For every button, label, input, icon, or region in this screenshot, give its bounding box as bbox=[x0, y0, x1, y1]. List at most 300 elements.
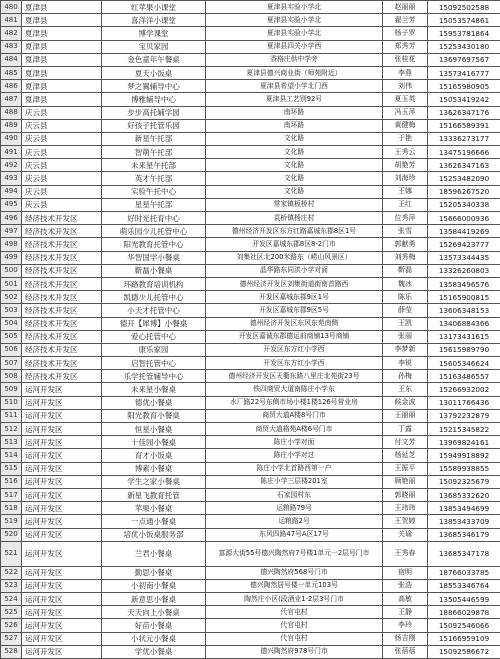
row-number-cell: 501 bbox=[1, 277, 22, 290]
contact-person-cell: 王秀云 bbox=[383, 146, 428, 159]
contact-person-cell: 杨子罗 bbox=[383, 27, 428, 40]
row-number-cell: 518 bbox=[1, 502, 22, 515]
phone-cell: 15605346624 bbox=[428, 357, 500, 370]
table-row bbox=[1, 383, 500, 396]
table-row bbox=[1, 579, 500, 592]
contact-person-cell: 高敏 bbox=[383, 593, 428, 606]
row-number-cell: 498 bbox=[1, 238, 22, 251]
contact-person-cell: 王红 bbox=[383, 198, 428, 211]
table-row bbox=[1, 632, 500, 645]
institution-name-cell: 红苹果小课堂 bbox=[102, 1, 206, 14]
county-cell: 经济技术开发区 bbox=[22, 370, 102, 383]
contact-person-cell: 郭献勇 bbox=[383, 238, 428, 251]
row-number-cell: 506 bbox=[1, 343, 22, 356]
table-row bbox=[1, 606, 500, 619]
phone-cell: 13573344435 bbox=[428, 251, 500, 264]
address-cell: 德兴陶然居号楼一单元103号 bbox=[206, 579, 383, 592]
table-row bbox=[1, 343, 500, 356]
contact-person-cell: 张浩 bbox=[383, 579, 428, 592]
county-cell: 运河开发区 bbox=[22, 541, 102, 566]
row-number-cell: 516 bbox=[1, 475, 22, 488]
contact-person-cell: 李燕 bbox=[383, 66, 428, 79]
institution-name-cell: 英才午托部 bbox=[102, 172, 206, 185]
address-cell: 开发区嘉城东郡9区5号 bbox=[206, 304, 383, 317]
county-cell: 庆云县 bbox=[22, 198, 102, 211]
table-row bbox=[1, 159, 500, 172]
institution-name-cell: 天天向上小餐桌 bbox=[102, 606, 206, 619]
phone-cell: 15205340338 bbox=[428, 198, 500, 211]
county-cell: 经济技术开发区 bbox=[22, 291, 102, 304]
phone-cell: 13606348153 bbox=[428, 304, 500, 317]
county-cell: 庆云县 bbox=[22, 106, 102, 119]
institution-name-cell: 金色童年午餐桌 bbox=[102, 53, 206, 66]
contact-person-cell: 杨延芝 bbox=[383, 449, 428, 462]
contact-person-cell: 夏玉英 bbox=[383, 93, 428, 106]
contact-person-cell: 李梦新 bbox=[383, 343, 428, 356]
institution-name-cell: 学优小餐桌 bbox=[102, 645, 206, 658]
table-row bbox=[1, 330, 500, 343]
institution-name-cell: 未来星午托部 bbox=[102, 159, 206, 172]
county-cell: 经济技术开发区 bbox=[22, 304, 102, 317]
institution-name-cell: 靳磊小餐桌 bbox=[102, 264, 206, 277]
row-number-cell: 500 bbox=[1, 264, 22, 277]
county-cell: 经济技术开发区 bbox=[22, 330, 102, 343]
row-number-cell: 488 bbox=[1, 106, 22, 119]
contact-person-cell: 郑秀芳 bbox=[383, 40, 428, 53]
institution-name-cell: 环路教育培训机构 bbox=[102, 277, 206, 290]
row-number-cell: 508 bbox=[1, 370, 22, 383]
institution-name-cell: 育才小饭桌 bbox=[102, 449, 206, 462]
table-row bbox=[1, 409, 500, 422]
table-row bbox=[1, 40, 500, 53]
phone-cell: 15949918892 bbox=[428, 449, 500, 462]
table-row bbox=[1, 449, 500, 462]
county-cell: 庆云县 bbox=[22, 185, 102, 198]
contact-person-cell: 张丽 bbox=[383, 330, 428, 343]
contact-person-cell: 张桂花 bbox=[383, 53, 428, 66]
row-number-cell: 491 bbox=[1, 146, 22, 159]
row-number-cell: 487 bbox=[1, 93, 22, 106]
phone-cell: 15165900815 bbox=[428, 291, 500, 304]
row-number-cell: 517 bbox=[1, 488, 22, 501]
address-cell: 陶然庄小区(段酒业1-2层3号门市 bbox=[206, 593, 383, 606]
institution-name-cell: 星星午托部 bbox=[102, 198, 206, 211]
row-number-cell: 526 bbox=[1, 619, 22, 632]
row-number-cell: 486 bbox=[1, 80, 22, 93]
address-cell: 刘集社区北200米路东（崂山风景区） bbox=[206, 251, 383, 264]
county-cell: 庆云县 bbox=[22, 132, 102, 145]
contact-person-cell: 位秀萍 bbox=[383, 212, 428, 225]
row-number-cell: 513 bbox=[1, 436, 22, 449]
phone-cell: 13406884366 bbox=[428, 317, 500, 330]
table-row bbox=[1, 488, 500, 501]
contact-person-cell: 刘海珍 bbox=[383, 172, 428, 185]
address-cell: 德兴陶然府978号门市 bbox=[206, 645, 383, 658]
institution-name-cell: 恒星小餐桌 bbox=[102, 423, 206, 436]
address-cell: 文化路 bbox=[206, 185, 383, 198]
table-row bbox=[1, 238, 500, 251]
address-cell: 运粮路2号 bbox=[206, 515, 383, 528]
table-row bbox=[1, 423, 500, 436]
table-row bbox=[1, 475, 500, 488]
contact-person-cell: 付文芳 bbox=[383, 436, 428, 449]
table-row bbox=[1, 396, 500, 409]
row-number-cell: 481 bbox=[1, 14, 22, 27]
phone-cell: 13336273177 bbox=[428, 132, 500, 145]
address-cell: 开发区东方红小学西 bbox=[206, 357, 383, 370]
phone-cell: 13011766436 bbox=[428, 396, 500, 409]
table-row bbox=[1, 1, 500, 14]
institution-name-cell: 阳光教育小餐桌 bbox=[102, 409, 206, 422]
institution-name-cell: 小天才托管中心 bbox=[102, 304, 206, 317]
phone-cell: 15953781864 bbox=[428, 27, 500, 40]
address-cell: 陈庄小学对过 bbox=[206, 449, 383, 462]
county-cell: 运河开发区 bbox=[22, 423, 102, 436]
contact-person-cell: 张雪 bbox=[383, 225, 428, 238]
contact-person-cell: 顾艳丽 bbox=[383, 475, 428, 488]
institution-name-cell: 好孩子托管乐园 bbox=[102, 119, 206, 132]
county-cell: 夏津县 bbox=[22, 66, 102, 79]
institution-name-cell: 勤思小餐桌 bbox=[102, 566, 206, 579]
county-cell: 运河开发区 bbox=[22, 619, 102, 632]
table-row bbox=[1, 566, 500, 579]
row-number-cell: 528 bbox=[1, 645, 22, 658]
row-number-cell: 525 bbox=[1, 606, 22, 619]
contact-person-cell: 王玮玮 bbox=[383, 502, 428, 515]
address-cell: 夏津县德兴商业街（师苑附近） bbox=[206, 66, 383, 79]
contact-person-cell: 王东 bbox=[383, 383, 428, 396]
county-cell: 运河开发区 bbox=[22, 579, 102, 592]
contact-person-cell: 候金波 bbox=[383, 396, 428, 409]
county-cell: 运河开发区 bbox=[22, 606, 102, 619]
contact-person-cell: 王凯 bbox=[383, 317, 428, 330]
institution-name-cell: 德开【犀博】小餐桌 bbox=[102, 317, 206, 330]
address-cell: 晶华路东同洪小学对面 bbox=[206, 264, 383, 277]
row-number-cell: 484 bbox=[1, 53, 22, 66]
institution-name-cell: 萌乐园少儿托管中心 bbox=[102, 225, 206, 238]
phone-cell: 15269423777 bbox=[428, 238, 500, 251]
institution-name-cell: 智萌午托部 bbox=[102, 146, 206, 159]
contact-person-cell: 宿明 bbox=[383, 566, 428, 579]
address-cell: 德州经济开发区天衢东路八里庄北苑街23号 bbox=[206, 370, 383, 383]
table-row bbox=[1, 172, 500, 185]
county-cell: 运河开发区 bbox=[22, 645, 102, 658]
institution-name-cell: 梦之翼辅导中心 bbox=[102, 80, 206, 93]
row-number-cell: 485 bbox=[1, 66, 22, 79]
county-cell: 夏津县 bbox=[22, 1, 102, 14]
county-cell: 运河开发区 bbox=[22, 409, 102, 422]
table-row bbox=[1, 198, 500, 211]
table-row bbox=[1, 53, 500, 66]
address-cell: 德州经济开发区东方红路嘉城东郡8区1号 bbox=[206, 225, 383, 238]
contact-person-cell: 刘伟 bbox=[383, 80, 428, 93]
contact-person-cell: 王振平 bbox=[383, 462, 428, 475]
address-cell: 开发区嘉城东郡8区8-2门市 bbox=[206, 238, 383, 251]
row-number-cell: 524 bbox=[1, 593, 22, 606]
row-number-cell: 499 bbox=[1, 251, 22, 264]
phone-cell: 15092546066 bbox=[428, 619, 500, 632]
contact-person-cell: 郭晓丽 bbox=[383, 488, 428, 501]
row-number-cell: 522 bbox=[1, 566, 22, 579]
institution-name-cell: 博学课堂 bbox=[102, 27, 206, 40]
county-cell: 经济技术开发区 bbox=[22, 225, 102, 238]
address-cell: 文化路 bbox=[206, 146, 383, 159]
table-row bbox=[1, 645, 500, 658]
address-cell: 常家镇板桥村 bbox=[206, 198, 383, 211]
county-cell: 运河开发区 bbox=[22, 566, 102, 579]
row-number-cell: 480 bbox=[1, 1, 22, 14]
table-row bbox=[1, 317, 500, 330]
address-cell: 文化路 bbox=[206, 159, 383, 172]
institution-name-cell: 步步高托辅学园 bbox=[102, 106, 206, 119]
institution-name-cell: 阳光教育托管中心 bbox=[102, 238, 206, 251]
phone-cell: 13792232879 bbox=[428, 409, 500, 422]
table-row bbox=[1, 528, 500, 541]
address-cell: 石家园村东 bbox=[206, 488, 383, 501]
phone-cell: 15166589391 bbox=[428, 119, 500, 132]
county-cell: 运河开发区 bbox=[22, 515, 102, 528]
address-cell: 水厂路22号东侧市场小楼1楼126号营业房 bbox=[206, 396, 383, 409]
address-cell: 陈庄小学对面 bbox=[206, 436, 383, 449]
institution-name-cell: 博雅辅导中心 bbox=[102, 93, 206, 106]
address-cell: 香格庄供中学旁 bbox=[206, 53, 383, 66]
row-number-cell: 504 bbox=[1, 317, 22, 330]
county-cell: 经济技术开发区 bbox=[22, 251, 102, 264]
table-row bbox=[1, 436, 500, 449]
contact-person-cell: 丁露 bbox=[383, 423, 428, 436]
table-row bbox=[1, 106, 500, 119]
institution-name-cell: 德优小餐桌 bbox=[102, 396, 206, 409]
institution-name-cell: 实验午托中心 bbox=[102, 185, 206, 198]
county-cell: 运河开发区 bbox=[22, 383, 102, 396]
phone-cell: 15266932002 bbox=[428, 383, 500, 396]
county-cell: 夏津县 bbox=[22, 93, 102, 106]
table-row bbox=[1, 225, 500, 238]
phone-cell: 13505446599 bbox=[428, 593, 500, 606]
county-cell: 运河开发区 bbox=[22, 632, 102, 645]
phone-cell: 13969824161 bbox=[428, 436, 500, 449]
address-cell: 夏津县实验小学北 bbox=[206, 27, 383, 40]
table-row bbox=[1, 212, 500, 225]
row-number-cell: 490 bbox=[1, 132, 22, 145]
institution-name-cell: 博素小餐桌 bbox=[102, 462, 206, 475]
phone-cell: 13853433709 bbox=[428, 515, 500, 528]
phone-cell: 15589938855 bbox=[428, 462, 500, 475]
address-cell: 南环路 bbox=[206, 119, 383, 132]
county-cell: 夏津县 bbox=[22, 14, 102, 27]
table-row bbox=[1, 277, 500, 290]
table-row bbox=[1, 27, 500, 40]
address-cell: 陈庄小学三层楼201室 bbox=[206, 475, 383, 488]
county-cell: 运河开发区 bbox=[22, 449, 102, 462]
table-row bbox=[1, 264, 500, 277]
row-number-cell: 503 bbox=[1, 304, 22, 317]
contact-person-cell: 王贺婷 bbox=[383, 515, 428, 528]
contact-person-cell: 杨吉刚 bbox=[383, 632, 428, 645]
contact-person-cell: 李玲 bbox=[383, 619, 428, 632]
contact-person-cell: 于艳 bbox=[383, 132, 428, 145]
contact-person-cell: 王丽丽 bbox=[383, 409, 428, 422]
phone-cell: 13853494699 bbox=[428, 502, 500, 515]
county-cell: 运河开发区 bbox=[22, 436, 102, 449]
address-cell: 德兴陶然府568号门市 bbox=[206, 566, 383, 579]
phone-cell: 13697697567 bbox=[428, 53, 500, 66]
phone-cell: 15163486557 bbox=[428, 370, 500, 383]
address-cell: 德州经济开发区刘集街道街南首路西 bbox=[206, 277, 383, 290]
phone-cell: 15092325679 bbox=[428, 475, 500, 488]
address-cell: 夏津县实验小学北 bbox=[206, 1, 383, 14]
table-row bbox=[1, 593, 500, 606]
row-number-cell: 510 bbox=[1, 396, 22, 409]
county-cell: 运河开发区 bbox=[22, 502, 102, 515]
row-number-cell: 507 bbox=[1, 357, 22, 370]
contact-person-cell: 冯玉萍 bbox=[383, 106, 428, 119]
phone-cell: 13173431615 bbox=[428, 330, 500, 343]
county-cell: 夏津县 bbox=[22, 27, 102, 40]
county-cell: 运河开发区 bbox=[22, 475, 102, 488]
county-cell: 庆云县 bbox=[22, 159, 102, 172]
row-number-cell: 511 bbox=[1, 409, 22, 422]
table-row bbox=[1, 462, 500, 475]
contact-person-cell: 翟兰芳 bbox=[383, 14, 428, 27]
phone-cell: 15253482090 bbox=[428, 172, 500, 185]
contact-person-cell: 孙梅 bbox=[383, 370, 428, 383]
institution-name-cell: 一点通小餐桌 bbox=[102, 515, 206, 528]
row-number-cell: 514 bbox=[1, 449, 22, 462]
contact-person-cell: 黄健梅 bbox=[383, 119, 428, 132]
address-cell: 陈庄小学北首路西第一户 bbox=[206, 462, 383, 475]
contact-person-cell: 王娜 bbox=[383, 185, 428, 198]
county-cell: 夏津县 bbox=[22, 53, 102, 66]
row-number-cell: 502 bbox=[1, 291, 22, 304]
address-cell: 夏津县四关小学西 bbox=[206, 40, 383, 53]
table-row bbox=[1, 291, 500, 304]
institution-name-cell: 十佳园小餐桌 bbox=[102, 436, 206, 449]
address-cell: 代官屯村 bbox=[206, 606, 383, 619]
institution-name-cell: 新意思小餐桌 bbox=[102, 593, 206, 606]
row-number-cell: 521 bbox=[1, 541, 22, 566]
row-number-cell: 492 bbox=[1, 159, 22, 172]
table-row bbox=[1, 515, 500, 528]
table-row bbox=[1, 185, 500, 198]
row-number-cell: 494 bbox=[1, 185, 22, 198]
county-cell: 运河开发区 bbox=[22, 396, 102, 409]
row-number-cell: 527 bbox=[1, 632, 22, 645]
county-cell: 运河开发区 bbox=[22, 488, 102, 501]
row-number-cell: 519 bbox=[1, 515, 22, 528]
institution-name-cell: 启智托管中心 bbox=[102, 357, 206, 370]
phone-cell: 15092586672 bbox=[428, 645, 500, 658]
row-number-cell: 515 bbox=[1, 462, 22, 475]
row-number-cell: 496 bbox=[1, 212, 22, 225]
table-row bbox=[1, 251, 500, 264]
address-cell: 代官屯村 bbox=[206, 632, 383, 645]
table-row bbox=[1, 146, 500, 159]
county-cell: 庆云县 bbox=[22, 119, 102, 132]
table-row bbox=[1, 119, 500, 132]
phone-cell: 13626347163 bbox=[428, 159, 500, 172]
institution-name-cell: 小状元小餐桌 bbox=[102, 632, 206, 645]
phone-cell: 13583496576 bbox=[428, 277, 500, 290]
table-row bbox=[1, 14, 500, 27]
table-row bbox=[1, 619, 500, 632]
address-cell: 铁四商贸大道南陈庄小学东 bbox=[206, 383, 383, 396]
county-cell: 经济技术开发区 bbox=[22, 343, 102, 356]
institution-name-cell: 爱心托管中心 bbox=[102, 330, 206, 343]
institution-name-cell: 好苗小餐桌 bbox=[102, 619, 206, 632]
address-cell: 夏津县希望小学北门西 bbox=[206, 80, 383, 93]
county-cell: 经济技术开发区 bbox=[22, 357, 102, 370]
address-cell: 开发区嘉诚东郡德运前商铺13号商铺 bbox=[206, 330, 383, 343]
phone-cell: 18553346764 bbox=[428, 579, 500, 592]
institution-name-cell: 小初南小餐桌 bbox=[102, 579, 206, 592]
table-row bbox=[1, 132, 500, 145]
row-number-cell: 520 bbox=[1, 528, 22, 541]
address-cell: 运粮路79号 bbox=[206, 502, 383, 515]
county-cell: 运河开发区 bbox=[22, 593, 102, 606]
table-row bbox=[1, 66, 500, 79]
address-cell: 德州经济开发区东风东苑南侧 bbox=[206, 317, 383, 330]
phone-cell: 13685332620 bbox=[428, 488, 500, 501]
county-cell: 运河开发区 bbox=[22, 462, 102, 475]
county-cell: 夏津县 bbox=[22, 80, 102, 93]
table-row bbox=[1, 93, 500, 106]
county-cell: 夏津县 bbox=[22, 40, 102, 53]
phone-cell: 18596267520 bbox=[428, 185, 500, 198]
address-cell: 夏津县实验小学北 bbox=[206, 14, 383, 27]
institution-name-cell: 兰君小餐桌 bbox=[102, 541, 206, 566]
table-row bbox=[1, 80, 500, 93]
contact-person-cell: 张蓓蓓 bbox=[383, 645, 428, 658]
county-cell: 经济技术开发区 bbox=[22, 212, 102, 225]
institution-name-cell: 喜洋洋小课堂 bbox=[102, 14, 206, 27]
table-body bbox=[1, 1, 500, 659]
address-cell: 代官屯村 bbox=[206, 619, 383, 632]
institution-name-cell: 新星飞教育托管 bbox=[102, 488, 206, 501]
address-cell: 南环路 bbox=[206, 106, 383, 119]
phone-cell: 13584419269 bbox=[428, 225, 500, 238]
institution-name-cell: 夏天小饭桌 bbox=[102, 66, 206, 79]
row-number-cell: 505 bbox=[1, 330, 22, 343]
phone-cell: 15253430180 bbox=[428, 40, 500, 53]
contact-person-cell: 胡艳芳 bbox=[383, 159, 428, 172]
row-number-cell: 482 bbox=[1, 27, 22, 40]
county-cell: 经济技术开发区 bbox=[22, 317, 102, 330]
phone-cell: 18766033785 bbox=[428, 566, 500, 579]
institution-name-cell: 学生之家小餐桌 bbox=[102, 475, 206, 488]
contact-person-cell: 关瑜 bbox=[383, 528, 428, 541]
phone-cell: 13475196666 bbox=[428, 146, 500, 159]
row-number-cell: 512 bbox=[1, 423, 22, 436]
institution-name-cell: 好时光托育中心 bbox=[102, 212, 206, 225]
phone-cell: 15615989790 bbox=[428, 343, 500, 356]
address-cell: 文化路 bbox=[206, 172, 383, 185]
institution-name-cell: 苹果小餐桌 bbox=[102, 502, 206, 515]
row-number-cell: 493 bbox=[1, 172, 22, 185]
contact-person-cell: 王静 bbox=[383, 606, 428, 619]
county-cell: 经济技术开发区 bbox=[22, 264, 102, 277]
phone-cell: 15166959109 bbox=[428, 632, 500, 645]
institution-name-cell: 凯德少儿托管中心 bbox=[102, 291, 206, 304]
contact-person-cell: 刘秀梅 bbox=[383, 251, 428, 264]
row-number-cell: 523 bbox=[1, 579, 22, 592]
phone-cell: 15053574861 bbox=[428, 14, 500, 27]
address-cell: 富源大街55号德兴陶然府7号楼1单元一2层号门市 bbox=[206, 541, 383, 566]
county-cell: 经济技术开发区 bbox=[22, 238, 102, 251]
address-cell: 夏津县工艺别92号 bbox=[206, 93, 383, 106]
phone-cell: 18866029878 bbox=[428, 606, 500, 619]
phone-cell: 13626347176 bbox=[428, 106, 500, 119]
